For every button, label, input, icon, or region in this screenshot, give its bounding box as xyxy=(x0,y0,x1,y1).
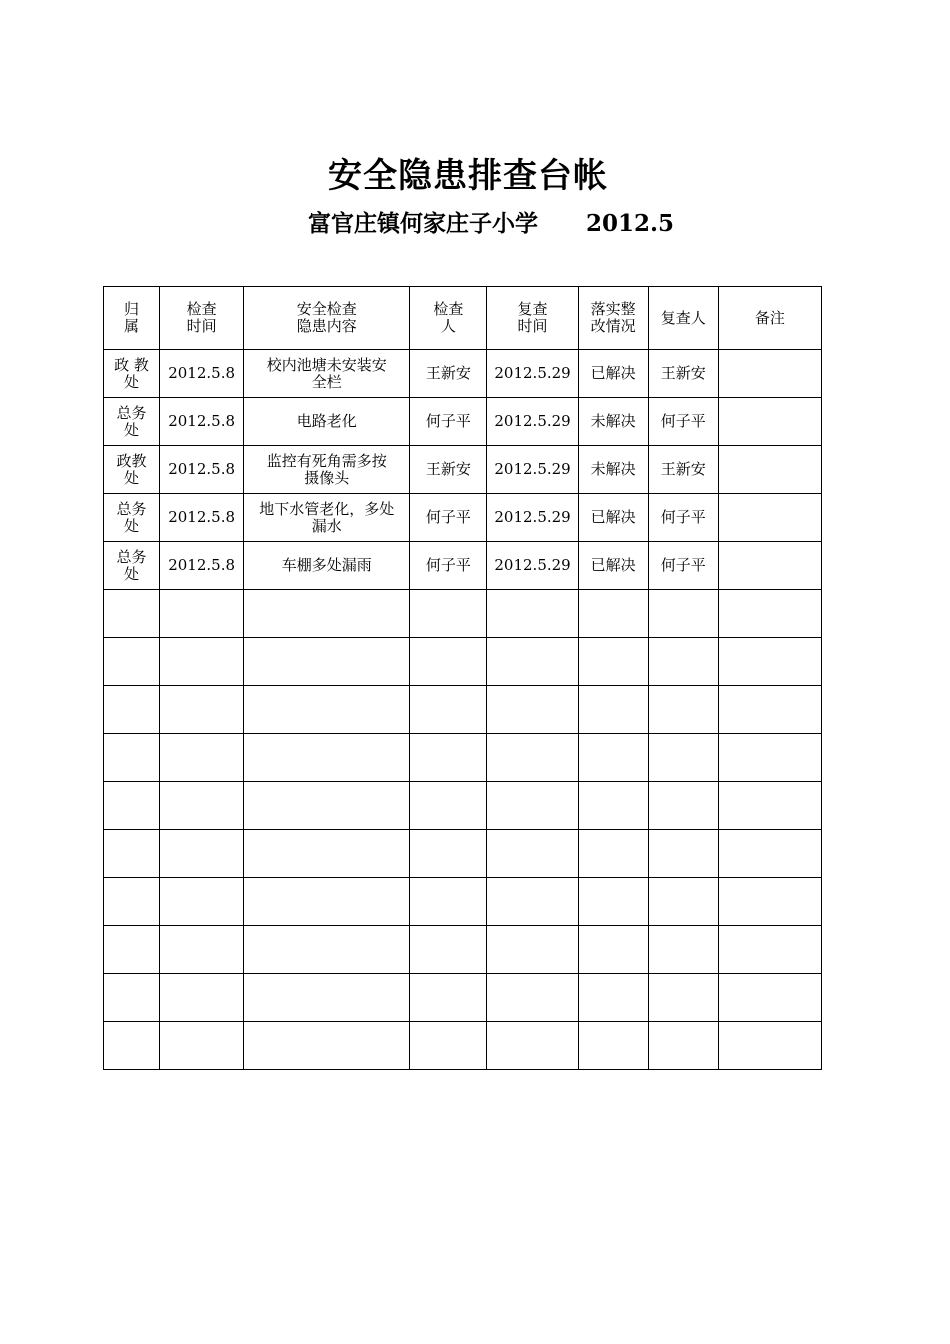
header-rectification-status-text: 落实整 改情况 xyxy=(590,300,636,335)
recheck-date-cell-text: 2012.5.29 xyxy=(494,508,571,526)
check-date-cell xyxy=(160,974,244,1022)
hazard-content-cell xyxy=(244,446,410,494)
rectification-status-cell-text: 已解决 xyxy=(590,556,636,574)
rechecker-cell xyxy=(648,734,718,782)
check-date-cell-text: 2012.5.8 xyxy=(168,556,236,574)
recheck-date-cell xyxy=(487,542,578,590)
department-cell xyxy=(104,638,160,686)
table-row xyxy=(104,542,822,590)
recheck-date-cell xyxy=(487,974,578,1022)
check-date-cell-text: 2012.5.8 xyxy=(168,364,236,382)
rectification-status-cell xyxy=(578,782,648,830)
remarks-cell xyxy=(718,686,821,734)
rechecker-cell xyxy=(648,830,718,878)
recheck-date-cell xyxy=(487,878,578,926)
table-row xyxy=(104,926,822,974)
inspector-cell xyxy=(410,446,487,494)
table-row xyxy=(104,830,822,878)
rechecker-cell xyxy=(648,974,718,1022)
rechecker-cell-text: 何子平 xyxy=(660,556,706,574)
check-date-cell xyxy=(160,830,244,878)
recheck-date-cell xyxy=(487,782,578,830)
department-cell xyxy=(104,1022,160,1070)
inspector-cell xyxy=(410,686,487,734)
check-date-cell xyxy=(160,782,244,830)
department-cell xyxy=(104,926,160,974)
rectification-status-cell xyxy=(578,974,648,1022)
check-date-cell xyxy=(160,398,244,446)
header-check-date xyxy=(160,287,244,350)
check-date-cell xyxy=(160,542,244,590)
table-row xyxy=(104,446,822,494)
page-title: 安全隐患排查台帐 xyxy=(328,156,608,196)
remarks-cell xyxy=(718,590,821,638)
hazard-content-cell-text: 电路老化 xyxy=(296,412,357,430)
header-hazard-content-text: 安全检查 隐患内容 xyxy=(296,300,357,335)
remarks-cell xyxy=(718,830,821,878)
rectification-status-cell xyxy=(578,926,648,974)
department-cell-text: 总务 处 xyxy=(116,403,147,439)
recheck-date-cell xyxy=(487,398,578,446)
recheck-date-cell-text: 2012.5.29 xyxy=(494,412,571,430)
remarks-cell xyxy=(718,350,821,398)
inspector-cell-text: 何子平 xyxy=(425,556,471,574)
hazard-content-cell-text: 校内池塘未安装安 全栏 xyxy=(266,355,387,391)
inspector-cell xyxy=(410,926,487,974)
table-row xyxy=(104,782,822,830)
remarks-cell xyxy=(718,494,821,542)
inspector-cell xyxy=(410,1022,487,1070)
rectification-status-cell xyxy=(578,638,648,686)
department-cell-text: 政 教 处 xyxy=(114,355,149,391)
rectification-status-cell-text: 未解决 xyxy=(590,460,636,478)
header-hazard-content xyxy=(244,287,410,350)
rechecker-cell xyxy=(648,590,718,638)
recheck-date-cell xyxy=(487,830,578,878)
rechecker-cell xyxy=(648,782,718,830)
rechecker-cell-text: 王新安 xyxy=(660,460,706,478)
inspector-cell xyxy=(410,782,487,830)
rectification-status-cell-text: 未解决 xyxy=(590,412,636,430)
remarks-cell xyxy=(718,542,821,590)
table-row xyxy=(104,1022,822,1070)
check-date-cell xyxy=(160,638,244,686)
check-date-cell-text: 2012.5.8 xyxy=(168,412,236,430)
table-row xyxy=(104,398,822,446)
rechecker-cell xyxy=(648,926,718,974)
remarks-cell xyxy=(718,878,821,926)
inspector-cell xyxy=(410,830,487,878)
rechecker-cell-text: 何子平 xyxy=(660,412,706,430)
header-check-date-text: 检查 时间 xyxy=(186,300,217,335)
rectification-status-cell xyxy=(578,734,648,782)
inspector-cell xyxy=(410,638,487,686)
recheck-date-cell-text: 2012.5.29 xyxy=(494,460,571,478)
header-recheck-date xyxy=(487,287,578,350)
recheck-date-cell xyxy=(487,1022,578,1070)
remarks-cell xyxy=(718,974,821,1022)
hazard-content-cell xyxy=(244,494,410,542)
rectification-status-cell xyxy=(578,350,648,398)
hazard-content-cell xyxy=(244,590,410,638)
page-subtitle: 富官庄镇何家庄子小学 2012.5 xyxy=(307,210,675,237)
rechecker-cell xyxy=(648,350,718,398)
rectification-status-cell xyxy=(578,1022,648,1070)
department-cell xyxy=(104,446,160,494)
check-date-cell xyxy=(160,590,244,638)
table-row xyxy=(104,878,822,926)
inspector-cell xyxy=(410,398,487,446)
hazard-content-cell xyxy=(244,782,410,830)
department-cell xyxy=(104,350,160,398)
header-department xyxy=(104,287,160,350)
check-date-cell xyxy=(160,494,244,542)
header-inspector-text: 检查 人 xyxy=(433,300,464,335)
department-cell xyxy=(104,782,160,830)
remarks-cell xyxy=(718,782,821,830)
hazard-content-cell xyxy=(244,974,410,1022)
rechecker-cell xyxy=(648,542,718,590)
hazard-content-cell xyxy=(244,350,410,398)
check-date-cell xyxy=(160,446,244,494)
inspector-cell xyxy=(410,542,487,590)
table-row xyxy=(104,974,822,1022)
rectification-status-cell xyxy=(578,878,648,926)
table-row xyxy=(104,686,822,734)
rechecker-cell-text: 王新安 xyxy=(660,364,706,382)
check-date-cell xyxy=(160,734,244,782)
hazard-ledger-table xyxy=(103,286,822,1070)
department-cell xyxy=(104,878,160,926)
rectification-status-cell-text: 已解决 xyxy=(590,508,636,526)
table-row xyxy=(104,350,822,398)
rectification-status-cell xyxy=(578,398,648,446)
recheck-date-cell xyxy=(487,590,578,638)
department-cell xyxy=(104,686,160,734)
department-cell xyxy=(104,398,160,446)
recheck-date-cell xyxy=(487,494,578,542)
inspector-cell-text: 王新安 xyxy=(425,364,471,382)
rechecker-cell xyxy=(648,638,718,686)
hazard-content-cell xyxy=(244,878,410,926)
table-row xyxy=(104,590,822,638)
rechecker-cell xyxy=(648,686,718,734)
rectification-status-cell xyxy=(578,494,648,542)
header-rechecker-text: 复查人 xyxy=(660,308,706,327)
remarks-cell xyxy=(718,734,821,782)
table-row xyxy=(104,734,822,782)
rechecker-cell xyxy=(648,494,718,542)
header-rechecker xyxy=(648,287,718,350)
rectification-status-cell xyxy=(578,542,648,590)
hazard-content-cell xyxy=(244,734,410,782)
inspector-cell xyxy=(410,878,487,926)
table-row xyxy=(104,638,822,686)
rechecker-cell-text: 何子平 xyxy=(660,508,706,526)
inspector-cell xyxy=(410,494,487,542)
hazard-content-cell xyxy=(244,926,410,974)
header-rectification-status xyxy=(578,287,648,350)
department-cell xyxy=(104,830,160,878)
header-remarks xyxy=(718,287,821,350)
inspector-cell xyxy=(410,734,487,782)
hazard-content-cell xyxy=(244,638,410,686)
inspector-cell-text: 何子平 xyxy=(425,412,471,430)
recheck-date-cell xyxy=(487,734,578,782)
remarks-cell xyxy=(718,638,821,686)
hazard-content-cell xyxy=(244,1022,410,1070)
remarks-cell xyxy=(718,926,821,974)
rechecker-cell xyxy=(648,878,718,926)
rectification-status-cell xyxy=(578,590,648,638)
department-cell xyxy=(104,542,160,590)
hazard-content-cell-text: 车棚多处漏雨 xyxy=(281,556,372,574)
inspector-cell-text: 王新安 xyxy=(425,460,471,478)
table-header-row xyxy=(104,287,822,350)
hazard-content-cell-text: 地下水管老化，多处 漏水 xyxy=(259,499,395,535)
recheck-date-cell-text: 2012.5.29 xyxy=(494,364,571,382)
check-date-cell-text: 2012.5.8 xyxy=(168,508,236,526)
department-cell xyxy=(104,590,160,638)
rechecker-cell xyxy=(648,446,718,494)
remarks-cell xyxy=(718,446,821,494)
hazard-content-cell xyxy=(244,830,410,878)
department-cell-text: 总务 处 xyxy=(116,547,147,583)
department-cell xyxy=(104,494,160,542)
remarks-cell xyxy=(718,1022,821,1070)
department-cell xyxy=(104,734,160,782)
department-cell-text: 总务 处 xyxy=(116,499,147,535)
rectification-status-cell-text: 已解决 xyxy=(590,364,636,382)
check-date-cell xyxy=(160,878,244,926)
rechecker-cell xyxy=(648,398,718,446)
table-row xyxy=(104,494,822,542)
recheck-date-cell xyxy=(487,350,578,398)
check-date-cell xyxy=(160,926,244,974)
inspector-cell xyxy=(410,974,487,1022)
header-department-text: 归 属 xyxy=(124,300,140,335)
check-date-cell xyxy=(160,1022,244,1070)
recheck-date-cell xyxy=(487,686,578,734)
inspector-cell xyxy=(410,590,487,638)
inspector-cell-text: 何子平 xyxy=(425,508,471,526)
rechecker-cell xyxy=(648,1022,718,1070)
rectification-status-cell xyxy=(578,830,648,878)
hazard-content-cell xyxy=(244,686,410,734)
header-recheck-date-text: 复查 时间 xyxy=(517,300,548,335)
recheck-date-cell-text: 2012.5.29 xyxy=(494,556,571,574)
recheck-date-cell xyxy=(487,638,578,686)
check-date-cell xyxy=(160,686,244,734)
hazard-content-cell-text: 监控有死角需多按 摄像头 xyxy=(266,451,387,487)
hazard-content-cell xyxy=(244,542,410,590)
header-inspector xyxy=(410,287,487,350)
header-remarks-text: 备注 xyxy=(754,308,785,327)
hazard-content-cell xyxy=(244,398,410,446)
recheck-date-cell xyxy=(487,446,578,494)
rectification-status-cell xyxy=(578,686,648,734)
check-date-cell xyxy=(160,350,244,398)
check-date-cell-text: 2012.5.8 xyxy=(168,460,236,478)
remarks-cell xyxy=(718,398,821,446)
inspector-cell xyxy=(410,350,487,398)
recheck-date-cell xyxy=(487,926,578,974)
rectification-status-cell xyxy=(578,446,648,494)
department-cell-text: 政教 处 xyxy=(116,451,147,487)
department-cell xyxy=(104,974,160,1022)
